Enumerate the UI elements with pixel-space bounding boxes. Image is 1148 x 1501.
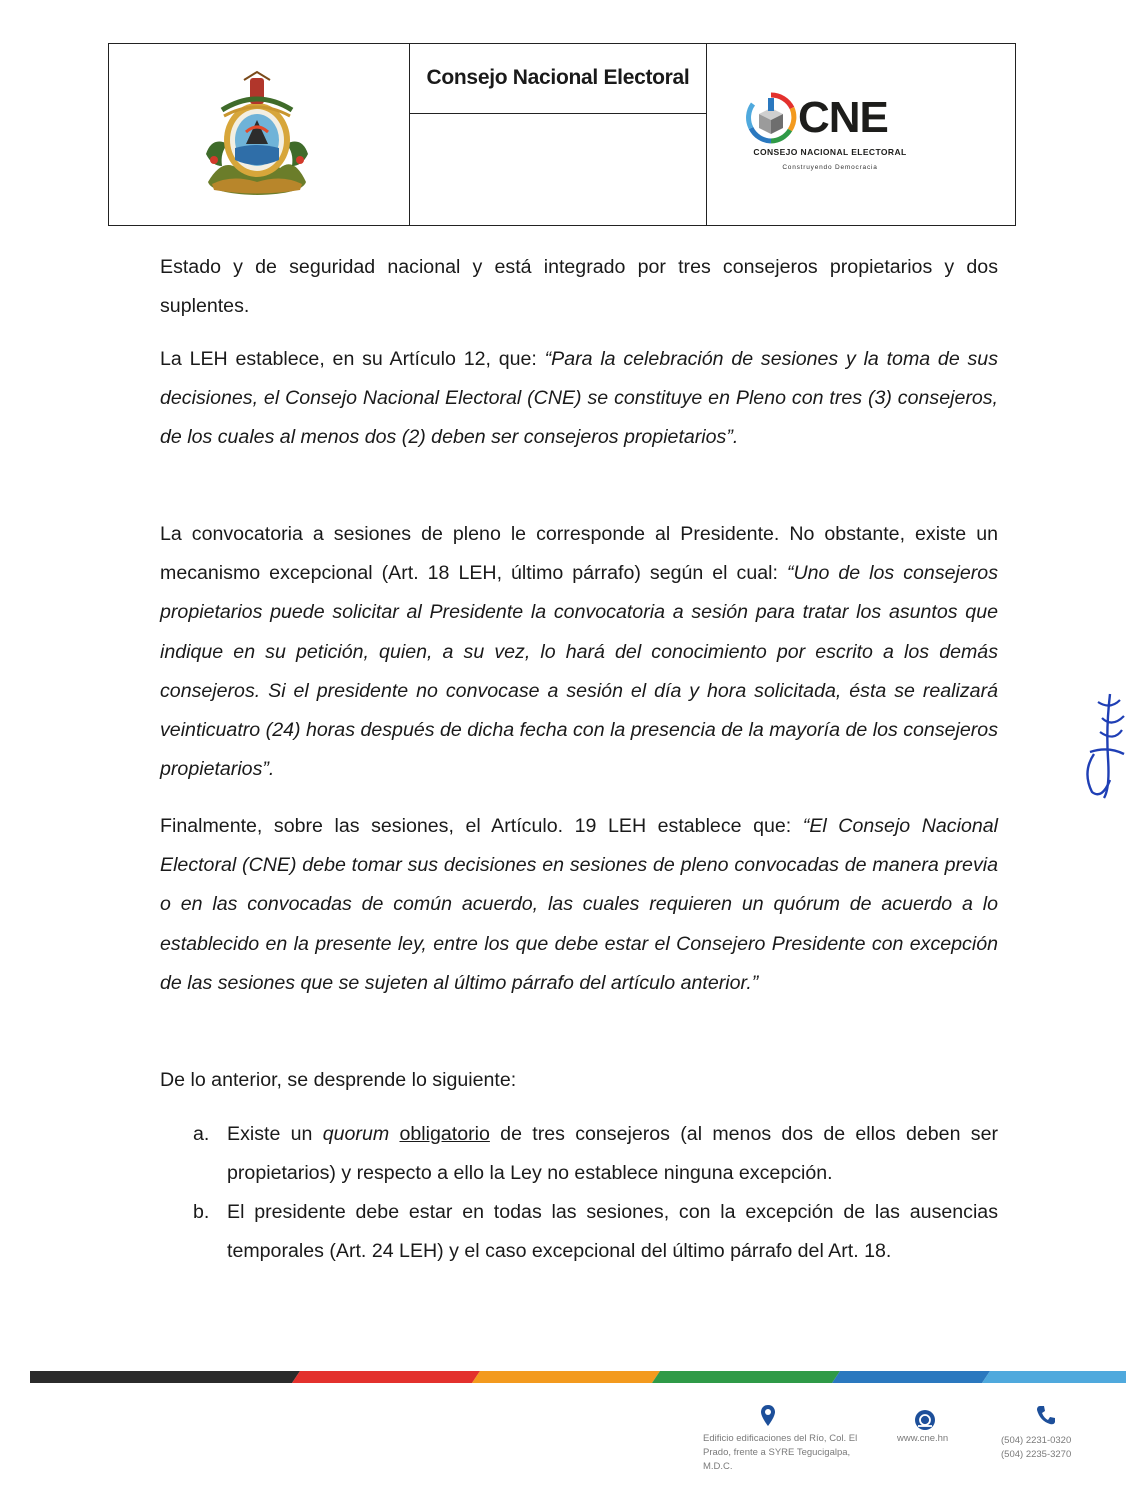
footer-phone-1[interactable]: (504) 2231-0320 — [1001, 1435, 1072, 1446]
paragraph-3-quote: “Uno de los consejeros propietarios puede solicitar al Presidente la convocatoria a sesión para tratar los asuntos que indique en su petición, quien, a su vez, lo hará del conocimiento por escrito a los demás consejeros. Si el presidente no convocase a sesión el día y hora solicitada, ésta se realizará veinticuatro (24) horas después de dicha fecha con la presencia de la mayoría de los consejeros propietarios”. — [160, 562, 998, 781]
list-marker: a. — [193, 1123, 210, 1145]
stripe-segment — [832, 1371, 990, 1383]
location-pin-icon — [760, 1404, 776, 1428]
footer-website[interactable]: www.cne.hn — [897, 1433, 949, 1444]
emblem-cell — [109, 44, 410, 225]
cne-logo — [745, 92, 915, 182]
letterhead-table — [108, 43, 1016, 226]
list-text-space — [389, 1123, 399, 1145]
list-item-text: El presidente debe estar en todas las sesiones, con la excepción de las ausencias temporales (Art. 24 LEH) y el caso excepcional del último párrafo del Art. 18. — [227, 1201, 998, 1263]
footer-phone-2[interactable]: (504) 2235-3270 — [1001, 1449, 1072, 1460]
stripe-segment — [472, 1371, 660, 1383]
paragraph-4 — [160, 807, 998, 1003]
logo-cell — [707, 44, 1015, 225]
cne-subtitle: CONSEJO NACIONAL ELECTORAL — [753, 147, 907, 157]
honduras-coat-of-arms-icon — [202, 70, 312, 198]
quorum-italic: quorum — [322, 1123, 390, 1145]
institution-title: Consejo Nacional Electoral — [426, 65, 690, 89]
stripe-segment — [30, 1371, 300, 1383]
footer-color-stripe — [30, 1369, 1126, 1385]
title-row — [410, 44, 706, 114]
paragraph-2-intro: La LEH establece, en su Artículo 12, que: — [160, 348, 545, 370]
paragraph-2-quote: “Para la celebración de sesiones y la toma de sus decisiones, el Consejo Nacional Electoral (CNE) se constituye en Pleno con tres (3) consejeros, de los cuales al menos dos (2) deben ser consejeros propietarios”. — [160, 348, 998, 449]
website-globe-icon — [914, 1409, 936, 1431]
ballot-box-icon — [745, 92, 797, 144]
cne-tagline: Construyendo Democracia — [782, 164, 878, 171]
paragraph-4-intro: Finalmente, sobre las sesiones, el Artículo. 19 LEH establece que: — [160, 815, 803, 837]
stripe-segment — [652, 1371, 840, 1383]
paragraph-1: Estado y de seguridad nacional y está integrado por tres consejeros propietarios y dos suplentes. — [160, 256, 998, 318]
stripe-segment — [292, 1371, 480, 1383]
paragraph-5: De lo anterior, se desprende lo siguiente: — [160, 1069, 517, 1091]
list-marker: b. — [193, 1201, 210, 1223]
footer-phones — [1001, 1434, 1101, 1462]
footer-address: Edificio edificaciones del Río, Col. El Prado, frente a SYRE Tegucigalpa, M.D.C. — [703, 1433, 858, 1472]
paragraph-3-intro: La convocatoria a sesiones de pleno le corresponde al Presidente. No obstante, existe un mecanismo excepcional (Art. 18 LEH, último párrafo) según el cual: — [160, 523, 998, 585]
paragraph-2 — [160, 340, 998, 458]
cne-wordmark: CNE — [798, 93, 888, 142]
list-text-part: Existe un — [227, 1123, 323, 1145]
paragraph-4-quote: “El Consejo Nacional Electoral (CNE) debe tomar sus decisiones en sesiones de pleno convocadas de manera previa o en las convocadas de común acuerdo, las cuales requieren un quórum de acuerdo a lo establecido en la presente ley, entre los que debe estar el Consejero Presidente con excepción de las sesiones que se sujeten al último párrafo del artículo anterior.” — [160, 815, 998, 994]
phone-icon — [1036, 1404, 1056, 1426]
list-item-text — [227, 1115, 998, 1193]
handwritten-signature-icon — [1080, 688, 1130, 803]
list-text-part: de tres consejeros (al menos dos de ellos deben ser propietarios) y respecto a ello la Ley no establece ninguna excepción. — [227, 1123, 998, 1185]
title-cell — [410, 44, 707, 225]
obligatorio-underlined: obligatorio — [399, 1123, 490, 1145]
stripe-segment — [982, 1371, 1126, 1383]
paragraph-3 — [160, 515, 998, 789]
